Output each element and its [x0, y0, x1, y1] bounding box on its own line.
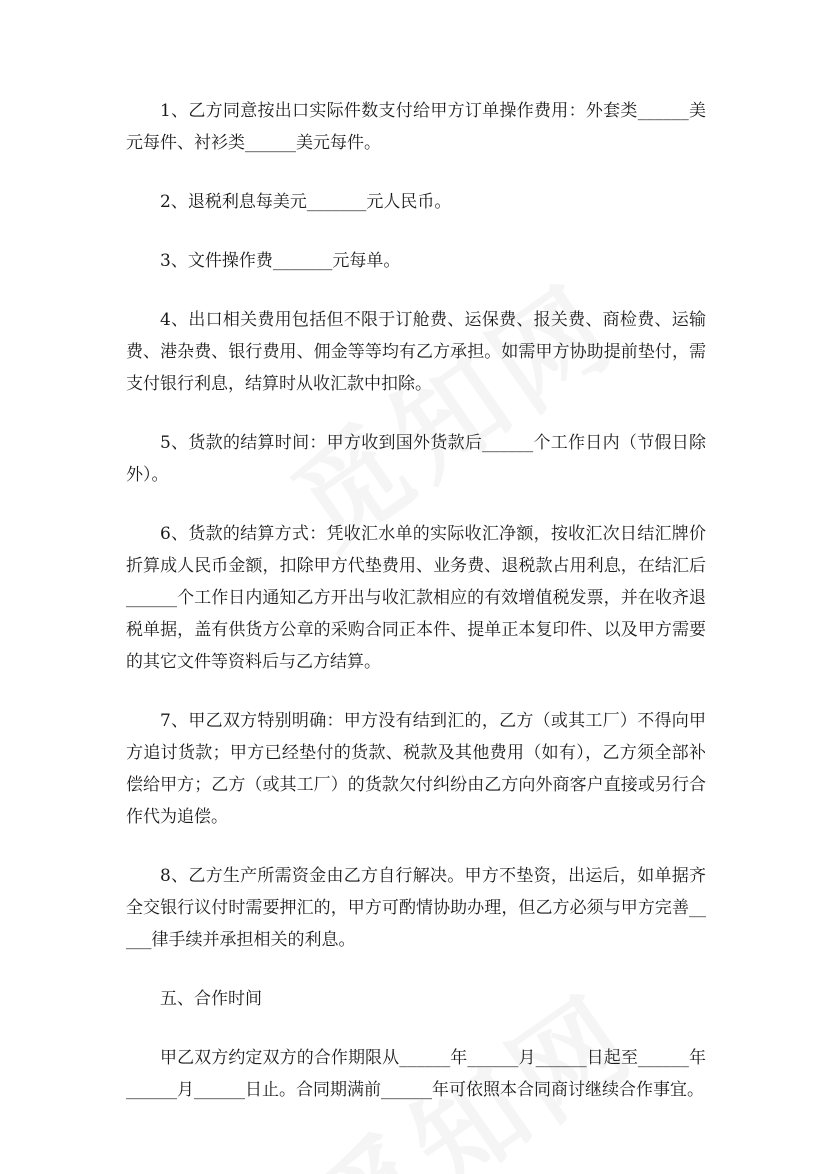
cooperation-period-paragraph: 甲乙双方约定双方的合作期限从______年______月______日起至______年______月______日止。合同期满前______年可依照本合同商讨继续合作事宜。 — [126, 1048, 706, 1100]
document-body — [126, 95, 706, 1133]
clause-7: 7、甲乙双方特别明确：甲方没有结到汇的，乙方（或其工厂）不得向甲方追讨货款；甲方已经垫付的货款、税款及其他费用（如有），乙方须全部补偿给甲方；乙方（或其工厂）的货款欠付纠纷由乙方向外商客户直接或另行合作代为追偿。 — [126, 711, 706, 827]
clause-3: 3、文件操作费_______元每单。 — [160, 251, 401, 271]
clause-5: 5、货款的结算时间：甲方收到国外货款后______个工作日内（节假日除外）。 — [126, 433, 706, 485]
clause-8: 8、乙方生产所需资金由乙方自行解决。甲方不垫资，出运后，如单据齐全交银行议付时需要押汇的，甲方可酌情协助办理，但乙方必须与甲方完善_____律手续并承担相关的利息。 — [126, 866, 706, 950]
clause-1: 1、乙方同意按出口实际件数支付给甲方订单操作费用：外套类______美元每件、衬衫类______美元每件。 — [126, 101, 706, 153]
section-heading: 五、合作时间 — [160, 989, 262, 1009]
clause-2: 2、退税利息每美元_______元人民币。 — [160, 192, 452, 212]
clause-6: 6、货款的结算方式：凭收汇水单的实际收汇净额，按收汇次日结汇牌价折算成人民币金额，扣除甲方代垫费用、业务费、退税款占用利息，在结汇后______个工作日内通知乙方开出与收汇款相应的有效增值税发票，并在收齐退税单据，盖有供货方公章的采购合同正本件、提单正本复印件、以及甲方需要的其它文件等资料后与乙方结算。 — [126, 524, 706, 672]
clause-4: 4、出口相关费用包括但不限于订舱费、运保费、报关费、商检费、运输费、港杂费、银行费用、佣金等等均有乙方承担。如需甲方协助提前垫付，需支付银行利息，结算时从收汇款中扣除。 — [126, 310, 706, 394]
